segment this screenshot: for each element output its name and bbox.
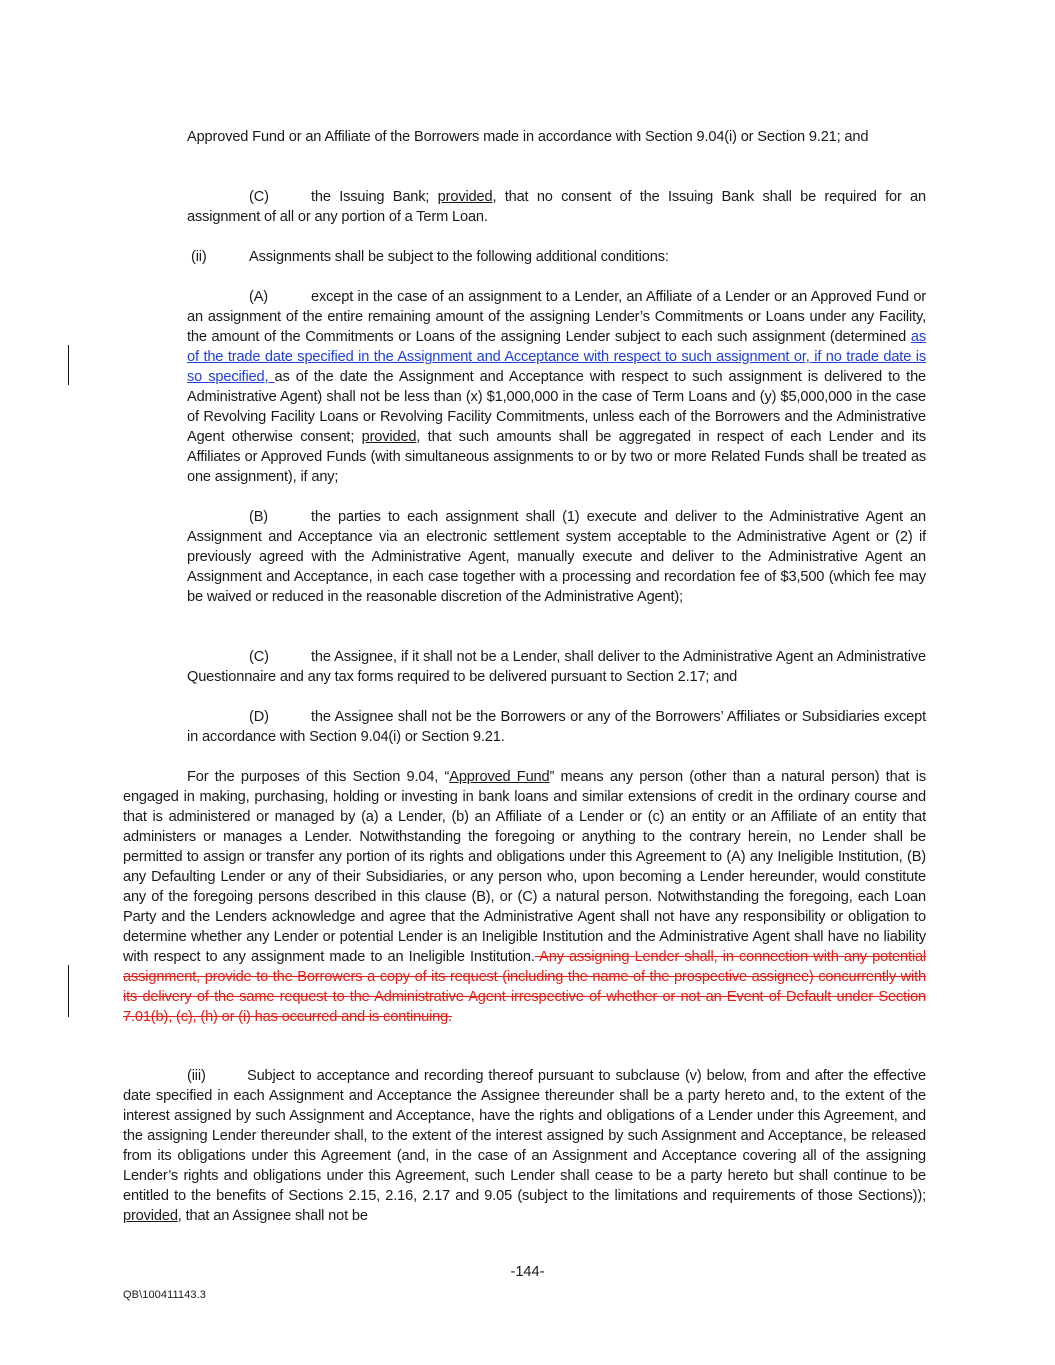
page-number: -144- (510, 1264, 545, 1280)
clause-a: (A) except in the case of an assignment to a Lender, an Affiliate of a Lender or an Approved Fund or an assignment of the entire remaining amount of the assigning Lender’s Commitments or Loans under any Facility, the amount of the Commitments or Loans of the assigning Lender subject to each such assignment (determined as of the trade date specified in the Assignment and Acceptance with respect to such assignment or, if no trade date is so specified, as of the date the Assignment and Acceptance with respect to such assignment is delivered to the Administrative Agent) shall not be less than (x) $1,000,000 in the case of Term Loans and (y) $5,000,000 in the case of Revolving Facility Loans or Revolving Facility Commitments, unless each of the Borrowers and the Administrative Agent otherwise consent; provided, that such amounts shall be aggregated in respect of each Lender and its Affiliates or Approved Funds (with simultaneous assignments to or by two or more Related Funds shall be treated as one assignment), if any; (187, 289, 927, 485)
continuation-paragraph: Approved Fund or an Affiliate of the Borrowers made in accordance with Section 9.04(i) or Section 9.21; and (187, 129, 869, 145)
provided-term: provided (123, 1208, 178, 1224)
clause-label: (iii) (187, 1068, 206, 1084)
provided-term: provided (437, 189, 493, 205)
defined-term: Approved Fund (449, 769, 550, 785)
clause-label: (C) (249, 189, 269, 205)
clause-label: (D) (249, 709, 269, 725)
approved-fund-paragraph: For the purposes of this Section 9.04, “Approved Fund” means any person (other than a natural person) that is engaged in making, purchasing, holding or investing in bank loans and similar extensions of credit in the ordinary course and that is administered or managed by (a) a Lender, (b) an Affiliate of a Lender or (c) an entity or an Affiliate of an entity that administers or manages a Lender. Notwithstanding the foregoing or anything to the contrary herein, no Lender shall be permitted to assign or transfer any portion of its rights and obligations under this Agreement to (A) any Ineligible Institution, (B) any Defaulting Lender or any of their Subsidiaries, or any person who, upon becoming a Lender hereunder, would constitute any of the foregoing persons described in this clause (B), or (C) a natural person. Notwithstanding the foregoing, each Loan Party and the Lenders acknowledge and agree that the Administrative Agent shall not have any responsibility or obligation to determine whether any Lender or potential Lender is an Ineligible Institution and the Administrative Agent shall have no liability with respect to any assignment made to an Ineligible Institution. Any assigning Lender shall, in connection with any potential assignment, provide to the Borrowers a copy of its request (including the name of the prospective assignee) concurrently with its delivery of the same request to the Administrative Agent irrespective of whether or not an Event of Default under Section 7.01(b), (c), (h) or (i) has occurred and is continuing. (123, 769, 926, 1025)
clause-c-assignee: (C) the Assignee, if it shall not be a Lender, shall deliver to the Administrative Agent an Administrative Questionnaire and any tax forms required to be delivered pursuant to Section 2.17; and (187, 649, 926, 685)
clause-c-issuing-bank: (C) the Issuing Bank; provided, that no consent of the Issuing Bank shall be required for an assignment of all or any portion of a Term Loan. (187, 189, 926, 225)
clause-label: (A) (249, 289, 269, 305)
deleted-text: Any assigning Lender shall, in connection with any potential assignment, provide to the Borrowers a copy of its request (including the name of the prospective assignee) concurrently with its delivery of the same request to the Administrative Agent irrespective of whether or not an Event of Default under Section 7.01(b), (c), (h) or (i) has occurred and is continuing. (123, 949, 926, 1025)
inserted-text: as of the trade date specified in the Assignment and Acceptance with respect to such assignment or, if no trade date is so specified, (187, 329, 926, 385)
document-id: QB\100411143.3 (123, 1289, 206, 1301)
clause-ii: (ii) Assignments shall be subject to the following additional conditions: (191, 249, 669, 265)
clause-label: (C) (249, 649, 269, 665)
change-bar (68, 345, 69, 385)
clause-d: (D) the Assignee shall not be the Borrowers or any of the Borrowers’ Affiliates or Subsidiaries except in accordance with Section 9.04(i) or Section 9.21. (187, 709, 926, 745)
provided-term: provided (361, 429, 417, 445)
clause-iii: (iii) Subject to acceptance and recording thereof pursuant to subclause (v) below, from and after the effective date specified in each Assignment and Acceptance the Assignee thereunder shall be a party hereto and, to the extent of the interest assigned by such Assignment and Acceptance, have the rights and obligations of a Lender under this Agreement, and the assigning Lender thereunder shall, to the extent of the interest assigned by such Assignment and Acceptance, be released from its obligations under this Agreement (and, in the case of an Assignment and Acceptance covering all of the assigning Lender’s rights and obligations under this Agreement, such Lender shall cease to be a party hereto but shall continue to be entitled to the benefits of Sections 2.15, 2.16, 2.17 and 9.05 (subject to the limitations and requirements of those Sections)); provided, that an Assignee shall not be (123, 1068, 926, 1224)
clause-label: (ii) (191, 249, 207, 265)
clause-b: (B) the parties to each assignment shall (1) execute and deliver to the Administrative Agent an Assignment and Acceptance via an electronic settlement system acceptable to the Administrative Agent or (2) if previously agreed with the Administrative Agent, manually execute and deliver to the Administrative Agent an Assignment and Acceptance, in each case together with a processing and recordation fee of $3,500 (which fee may be waived or reduced in the reasonable discretion of the Administrative Agent); (187, 509, 926, 605)
change-bar (68, 965, 69, 1017)
clause-label: (B) (249, 509, 269, 525)
